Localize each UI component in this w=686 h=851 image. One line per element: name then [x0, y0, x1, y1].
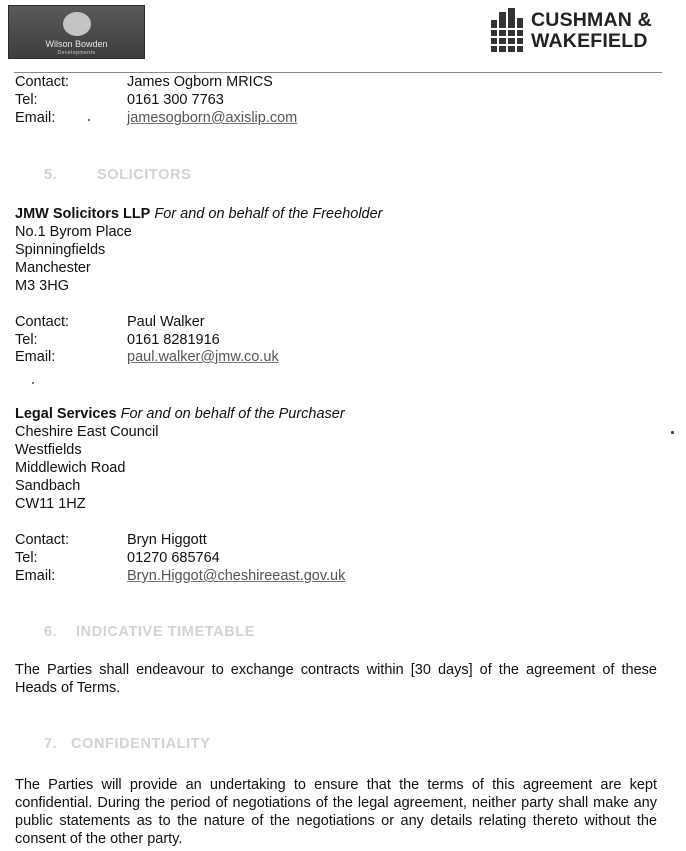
logo-right-line2: WAKEFIELD [531, 30, 648, 52]
header-rule [14, 72, 662, 73]
confidentiality-paragraph: The Parties will provide an undertaking to ensure that the terms of this agreement are kept confidential. During the period of negotiations of the legal agreement, neither party shall make any public statements as to the nature of the negotiations or any details relating thereto without the consent of the other party. [15, 777, 657, 847]
firm-role: For and on behalf of the Freeholder [154, 206, 383, 222]
section-title: INDICATIVE TIMETABLE [76, 624, 256, 640]
address-line: Spinningfields [15, 242, 106, 258]
section-number: 6. [44, 624, 58, 640]
firm-name: Legal Services [15, 406, 117, 422]
speck [671, 431, 674, 434]
section-number: 5. [44, 167, 58, 183]
address-line: Sandbach [15, 478, 81, 494]
firm-role: For and on behalf of the Purchaser [120, 406, 345, 422]
contact-label: Contact: [15, 532, 69, 548]
section-title: SOLICITORS [97, 167, 192, 183]
logo-left-name: Wilson Bowden [45, 39, 108, 49]
speck [88, 119, 90, 121]
address-line: Westfields [15, 442, 82, 458]
email-link[interactable]: jamesogborn@axislip.com [127, 110, 298, 126]
contact-label: Contact: [15, 314, 69, 330]
building-globe-icon [487, 6, 527, 54]
section-number: 7. [44, 736, 58, 752]
timetable-paragraph: The Parties shall endeavour to exchange contracts within [30 days] of the agreement of these Heads of Terms. [15, 662, 657, 696]
tel-number: 0161 8281916 [127, 332, 220, 348]
wilson-bowden-logo [8, 5, 145, 59]
cushman-wakefield-logo [487, 6, 682, 56]
logo-right-line1: CUSHMAN & [531, 9, 652, 31]
tel-label: Tel: [15, 332, 38, 348]
firm-heading [15, 406, 345, 422]
tel-number: 01270 685764 [127, 550, 220, 566]
email-label: Email: [15, 110, 56, 126]
address-line: Manchester [15, 260, 91, 276]
firm-name: JMW Solicitors LLP [15, 206, 151, 222]
speck [32, 382, 34, 384]
section-title: CONFIDENTIALITY [71, 736, 211, 752]
contact-label: Contact: [15, 74, 69, 90]
address-line: No.1 Byrom Place [15, 224, 132, 240]
logo-left-sub: Developments [57, 50, 96, 56]
firm-heading [15, 206, 383, 222]
tel-number: 0161 300 7763 [127, 92, 224, 108]
email-label: Email: [15, 568, 56, 584]
contact-name: James Ogborn MRICS [127, 74, 273, 90]
contact-name: Bryn Higgott [127, 532, 207, 548]
address-line: CW11 1HZ [15, 496, 86, 512]
tel-label: Tel: [15, 92, 38, 108]
tel-label: Tel: [15, 550, 38, 566]
email-link[interactable]: paul.walker@jmw.co.uk [127, 349, 279, 365]
contact-name: Paul Walker [127, 314, 205, 330]
address-line: Cheshire East Council [15, 424, 159, 440]
email-link[interactable]: Bryn.Higgot@cheshireeast.gov.uk [127, 568, 346, 584]
wilson-bowden-emblem-icon [63, 12, 91, 36]
email-label: Email: [15, 349, 56, 365]
address-line: Middlewich Road [15, 460, 126, 476]
address-line: M3 3HG [15, 278, 69, 294]
